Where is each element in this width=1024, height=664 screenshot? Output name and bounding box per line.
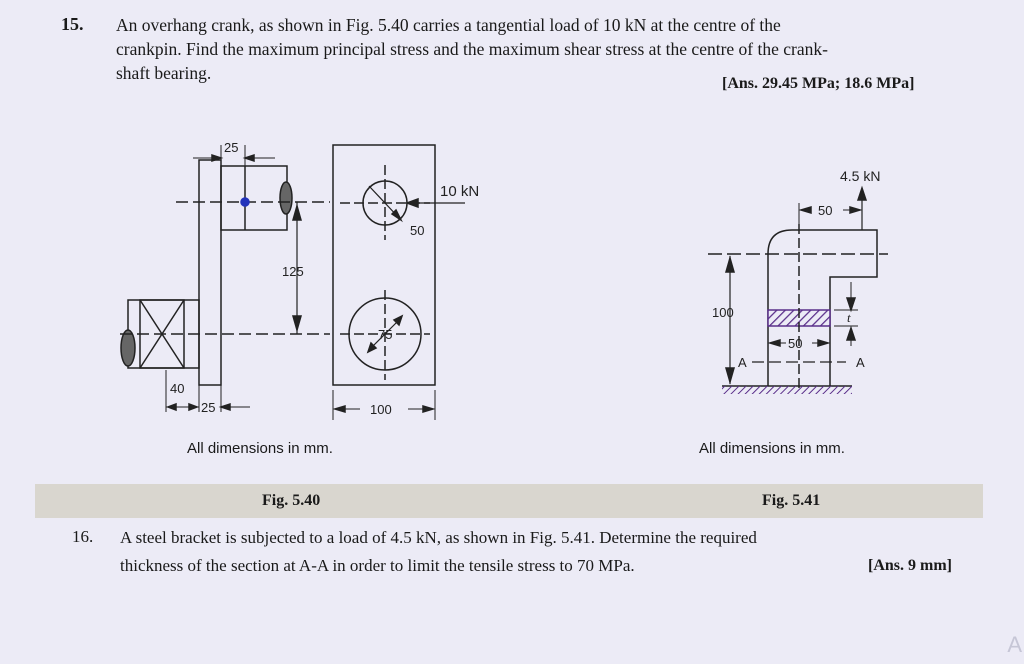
shaft-end [121, 330, 135, 366]
figure-label-band [35, 484, 983, 518]
q15-line-3: shaft bearing. [116, 63, 212, 83]
fig541-label: Fig. 5.41 [762, 492, 821, 509]
q16-answer: [Ans. 9 mm] [868, 557, 952, 574]
q16-number: 16. [72, 527, 94, 546]
crankpin-end [280, 182, 292, 214]
crankpin [221, 166, 287, 230]
fig540-dim-100: 100 [370, 402, 392, 417]
crank-arm [199, 160, 221, 385]
fig541-dim-100: 100 [712, 305, 734, 320]
fig540-dim-40: 40 [170, 381, 185, 396]
fig540-dim-50: 50 [410, 223, 425, 238]
fig540-caption: All dimensions in mm. [187, 440, 333, 457]
q15-number: 15. [61, 14, 84, 34]
fig540-dim-25-bottom: 25 [201, 400, 216, 415]
fig541-dim-50-top: 50 [818, 203, 833, 218]
corner-mark: A [1007, 632, 1022, 657]
q15-line-1: An overhang crank, as shown in Fig. 5.40 carries a tangential load of 10 kN at the centre of the [116, 15, 781, 35]
q15-line-2: crankpin. Find the maximum principal stress and the maximum shear stress at the centre of the crank- [116, 39, 828, 59]
fig541-label-a-right: A [856, 355, 865, 370]
fig540-dim-75: 75 [378, 327, 393, 342]
fig541-dim-50-mid: 50 [788, 336, 803, 351]
q16-line-2: thickness of the section at A-A in order to limit the tensile stress to 70 MPa. [120, 556, 635, 575]
fig540-label: Fig. 5.40 [262, 492, 321, 509]
crankpin-centre [241, 198, 249, 206]
fig541-load-label: 4.5 kN [840, 168, 881, 184]
fig541-label-a-left: A [738, 355, 747, 370]
fig540-drawing [120, 145, 465, 420]
fig540-load-label: 10 kN [440, 183, 480, 200]
fig541-dim-t: t [847, 310, 851, 325]
fig540-dim-125: 125 [282, 264, 304, 279]
q16-line-1: A steel bracket is subjected to a load of 4.5 kN, as shown in Fig. 5.41. Determine the required [120, 528, 757, 547]
q15-answer: [Ans. 29.45 MPa; 18.6 MPa] [722, 75, 915, 92]
fig541-caption: All dimensions in mm. [699, 440, 845, 457]
fig540-dim-25-top: 25 [224, 140, 239, 155]
